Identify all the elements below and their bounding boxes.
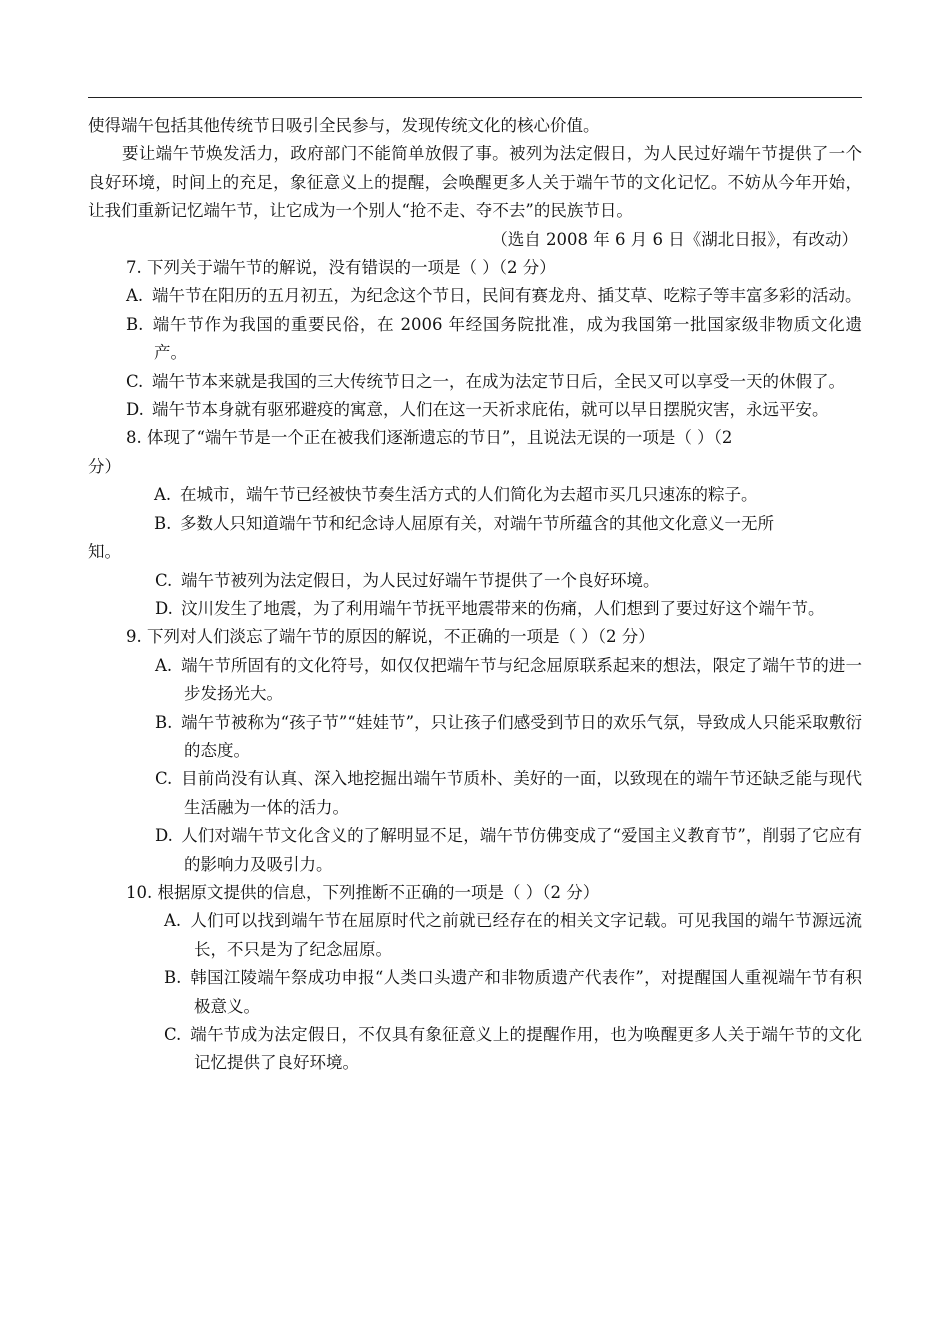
option-c[interactable]: [88, 1021, 862, 1078]
option-label: C.: [164, 1025, 182, 1044]
option-label: D.: [126, 400, 144, 420]
option-text: 目前尚没有认真、深入地挖掘出端午节质朴、美好的一面，以致现在的端午节还缺乏能与现代生活融为一体的活力。: [181, 769, 862, 817]
header-rule: [88, 97, 862, 98]
option-text: 端午节被列为法定假日，为人民过好端午节提供了一个良好环境。: [181, 570, 660, 590]
question-stem-wrap: 分）: [88, 456, 121, 476]
option-text: 端午节所固有的文化符号，如仅仅把端午节与纪念屈原联系起来的想法，限定了端午节的进一步发扬光大。: [181, 655, 862, 704]
option-c[interactable]: [88, 368, 862, 396]
option-c[interactable]: [88, 765, 862, 822]
option-label: A.: [155, 655, 173, 675]
option-label: B.: [126, 314, 144, 334]
option-text: 人们对端午节文化含义的了解明显不足，端午节仿佛变成了“爱国主义教育节”，削弱了它应有的影响力及吸引力。: [181, 826, 862, 874]
option-b[interactable]: [88, 510, 862, 538]
option-label: B.: [154, 513, 172, 533]
option-a[interactable]: [88, 282, 862, 310]
option-label: A.: [126, 286, 144, 306]
option-label: C.: [126, 371, 144, 391]
option-d[interactable]: [88, 822, 862, 879]
option-a[interactable]: [88, 652, 862, 709]
option-d[interactable]: [88, 595, 862, 623]
option-label: D.: [155, 598, 173, 618]
option-text: 端午节本来就是我国的三大传统节日之一，在成为法定节日后，全民又可以享受一天的休假了。: [152, 371, 845, 391]
option-label: A.: [164, 911, 182, 931]
option-text: 汶川发生了地震，为了利用端午节抚平地震带来的伤痛，人们想到了要过好这个端午节。: [181, 598, 825, 618]
question-stem: 9. 下列对人们淡忘了端午节的原因的解说，不正确的一项是（ ）（2 分）: [126, 627, 655, 647]
option-text: 端午节成为法定假日，不仅具有象征意义上的提醒作用，也为唤醒更多人关于端午节的文化记忆提供了良好环境。: [190, 1025, 862, 1073]
question-10: [88, 879, 862, 1078]
option-label: A.: [154, 485, 172, 505]
passage-paragraph: 要让端午节焕发活力，政府部门不能简单放假了事。被列为法定假日，为人民过好端午节提供了一个良好环境，时间上的充足，象征意义上的提醒，会唤醒更多人关于端午节的文化记忆。不妨从今年开始，让我们重新记忆端午节，让它成为一个别人“抢不走、夺不去”的民族节日。: [88, 144, 862, 221]
exam-page: [88, 112, 862, 1078]
question-stem: 10. 根据原文提供的信息，下列推断不正确的一项是（ ）（2 分）: [126, 882, 600, 902]
option-a[interactable]: [88, 481, 862, 509]
passage-line: 使得端午包括其他传统节日吸引全民参与，发现传统文化的核心价值。: [88, 116, 600, 135]
option-a[interactable]: [88, 907, 862, 964]
option-b-wrap: 知。: [88, 542, 121, 562]
option-text: 多数人只知道端午节和纪念诗人屈原有关，对端午节所蕴含的其他文化意义一无所: [180, 513, 774, 533]
option-label: D.: [155, 826, 173, 846]
passage-source: （选自 2008 年 6 月 6 日《湖北日报》，有改动）: [491, 229, 858, 249]
option-b[interactable]: [88, 709, 862, 766]
option-b[interactable]: [88, 964, 862, 1021]
option-text: 人们可以找到端午节在屈原时代之前就已经存在的相关文字记载。可见我国的端午节源远流长，不只是为了纪念屈原。: [190, 911, 862, 959]
option-label: B.: [164, 968, 182, 988]
option-label: C.: [155, 570, 173, 590]
question-8: [88, 424, 862, 623]
option-d[interactable]: [88, 396, 862, 424]
option-label: C.: [155, 769, 173, 789]
question-9: [88, 623, 862, 879]
question-7: [88, 254, 862, 424]
option-b[interactable]: [88, 311, 862, 368]
option-c[interactable]: [88, 567, 862, 595]
question-stem: 8. 体现了“端午节是一个正在被我们逐渐遗忘的节日”，且说法无误的一项是（ ）（2: [126, 428, 733, 448]
option-text: 端午节在阳历的五月初五，为纪念这个节日，民间有赛龙舟、插艾草、吃粽子等丰富多彩的活动。: [152, 286, 862, 306]
option-text: 端午节被称为“孩子节”“娃娃节”，只让孩子们感受到节日的欢乐气氛，导致成人只能采取敷衍的态度。: [181, 712, 862, 760]
question-stem: 7. 下列关于端午节的解说，没有错误的一项是（ ）（2 分）: [126, 258, 556, 278]
option-text: 端午节本身就有驱邪避疫的寓意，人们在这一天祈求庇佑，就可以早日摆脱灾害，永远平安。: [152, 400, 829, 420]
option-text: 端午节作为我国的重要民俗，在 2006 年经国务院批准，成为我国第一批国家级非物质文化遗产。: [152, 314, 862, 363]
option-text: 韩国江陵端午祭成功申报“人类口头遗产和非物质遗产代表作”，对提醒国人重视端午节有积极意义。: [190, 968, 862, 1016]
option-label: B.: [155, 712, 173, 732]
option-text: 在城市，端午节已经被快节奏生活方式的人们简化为去超市买几只速冻的粽子。: [180, 485, 758, 505]
